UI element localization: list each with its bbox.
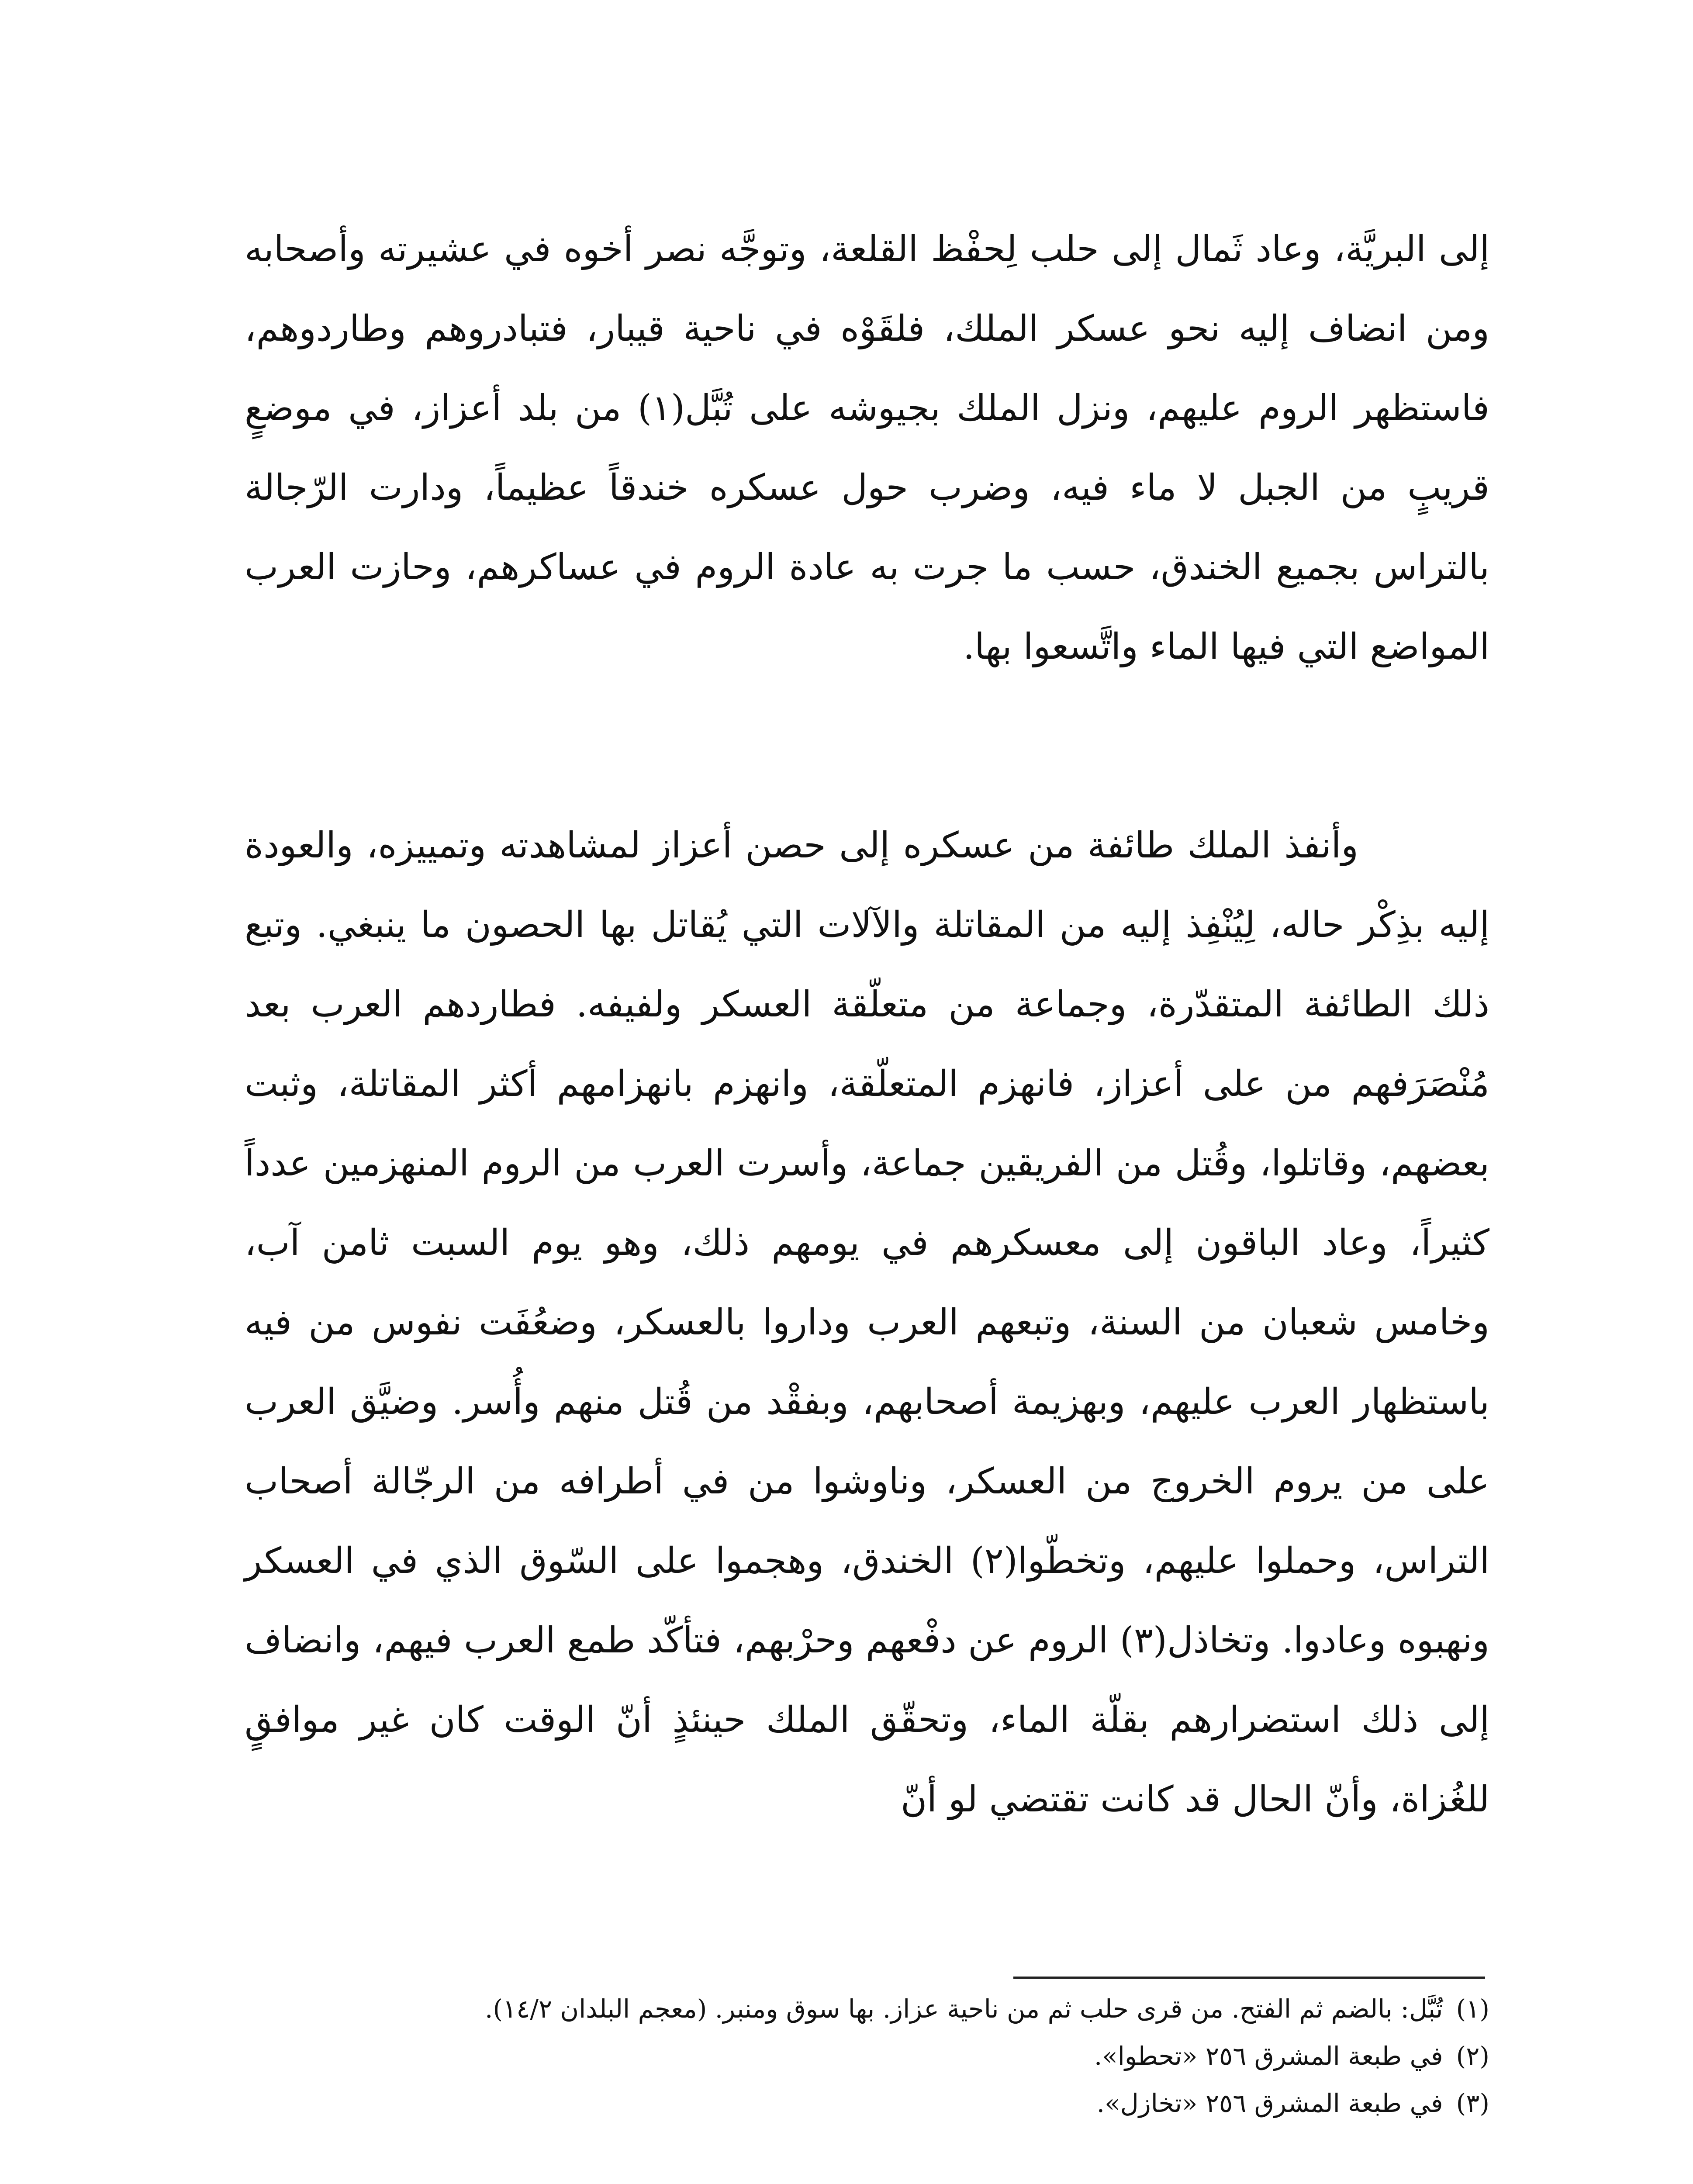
footnote-number: (١) [1456,1994,1489,2024]
footnote-text: في طبعة المشرق ٢٥٦ «تحطوا». [1094,2041,1443,2071]
footnote-3 [245,2080,1489,2127]
footnote-2 [245,2032,1489,2080]
footnote-divider [1013,1977,1485,1979]
body-paragraph-1: إلى البريَّة، وعاد ثَمال إلى حلب لِحفْظ القلعة، وتوجَّه نصر أخوه في عشيرته وأصحابه ومن انضاف إليه نحو عسكر الملك، فلقَوْه في ناحية قيبار، فتبادروهم وطاردوهم، فاستظهر الروم عليهم، ونزل الملك بجيوشه على تُبَّل(١) من بلد أعزاز، في موضعٍ قريبٍ من الجبل لا ماء فيه، وضرب حول عسكره خندقاً عظيماً، ودارت الرّجالة بالتراس بجميع الخندق، حسب ما جرت به عادة الروم في عساكرهم، وحازت العرب المواضع التي فيها الماء واتَّسعوا بها. [245,228,1490,667]
body-paragraph-2: وأنفذ الملك طائفة من عسكره إلى حصن أعزاز لمشاهدته وتمييزه، والعودة إليه بذِكْر حاله، لِيُنْفِذ إليه من المقاتلة والآلات التي يُقاتل بها الحصون ما ينبغي. وتبع ذلك الطائفة المتقدّرة، وجماعة من متعلّقة العسكر ولفيفه. فطاردهم العرب بعد مُنْصَرَفهم من على أعزاز، فانهزم المتعلّقة، وانهزم بانهزامهم أكثر المقاتلة، وثبت بعضهم، وقاتلوا، وقُتل من الفريقين جماعة، وأسرت العرب من الروم المنهزمين عدداً كثيراً، وعاد الباقون إلى معسكرهم في يومهم ذلك، وهو يوم السبت ثامن آب، وخامس شعبان من السنة، وتبعهم العرب وداروا بالعسكر، وضعُفَت نفوس من فيه باستظهار العرب عليهم، وبهزيمة أصحابهم، وبفقْد من قُتل منهم وأُسر. وضيَّق العرب على من يروم الخروج من العسكر، وناوشوا من في أطرافه من الرجّالة أصحاب التراس، وحملوا عليهم، وتخطّوا(٢) الخندق، وهجموا على السّوق الذي في العسكر ونهبوه وعادوا. وتخاذل(٣) الروم عن دفْعهم وحرْبهم، فتأكّد طمع العرب فيهم، وانضاف إلى ذلك استضرارهم بقلّة الماء، وتحقّق الملك حينئذٍ أنّ الوقت كان غير موافقٍ للغُزاة، وأنّ الحال قد كانت تقتضي لو أنّ [245,825,1489,1820]
footnote-number: (٣) [1456,2088,1489,2118]
footnotes-section [245,1985,1489,2127]
footnote-text: في طبعة المشرق ٢٥٦ «تخازل». [1096,2088,1443,2118]
footnote-number: (٢) [1456,2041,1489,2071]
footnote-text: تُبَّل: بالضم ثم الفتح. من قرى حلب ثم من ناحية عزاز. بها سوق ومنبر. (معجم البلدان ١٤/٢). [485,1994,1443,2024]
footnote-1 [245,1985,1489,2032]
